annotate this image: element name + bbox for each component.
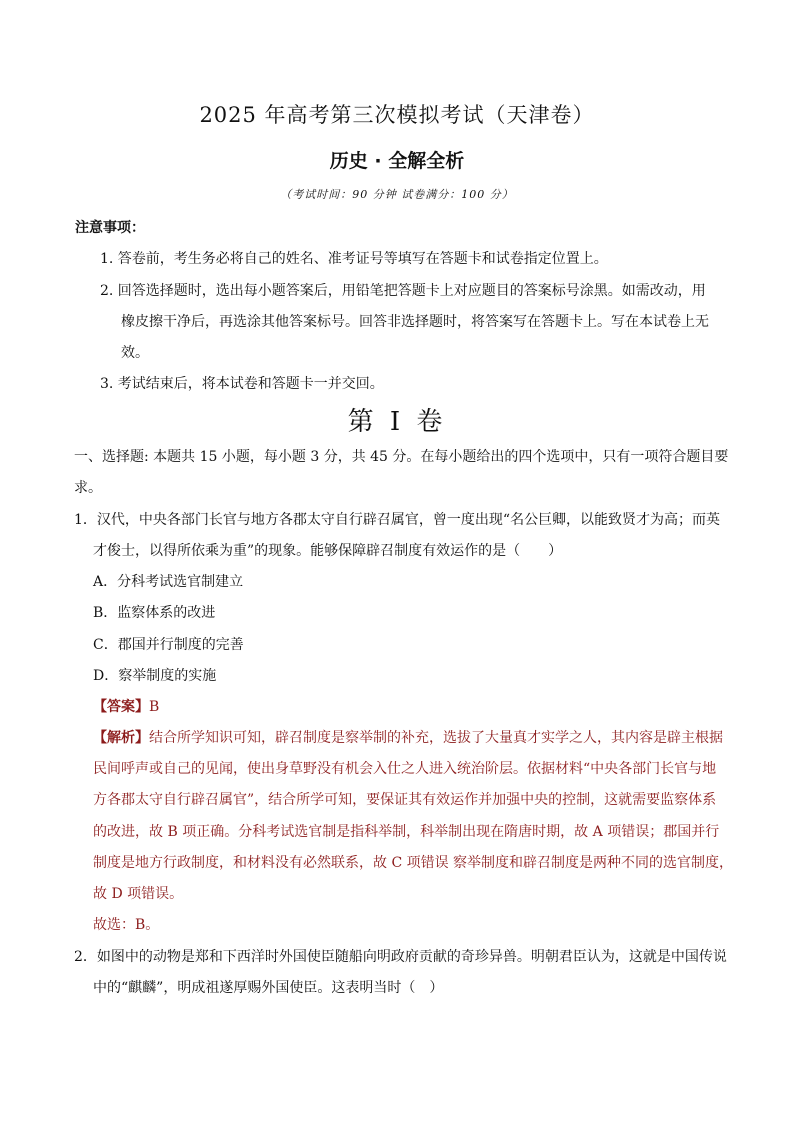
answer-label: 【答案】 <box>93 699 149 715</box>
question-1-option-b: B．监察体系的改进 <box>93 605 216 621</box>
notice-item-2-line-1: 2. 回答选择题时，选出每小题答案后，用铅笔把答题卡上对应题目的答案标号涂黑。如需改动，用 <box>100 283 706 299</box>
question-1-option-d: D．察举制度的实施 <box>93 668 217 684</box>
exam-time-score-info: （考试时间：90 分钟 试卷满分：100 分） <box>280 188 514 201</box>
question-2-stem-line-1: 2．如图中的动物是郑和下西洋时外国使臣随船向明政府贡献的奇珍异兽。明朝君臣认为，这就是中国传说 <box>74 949 727 965</box>
exam-title: 2025 年高考第三次模拟考试（天津卷） <box>199 103 595 127</box>
question-1-analysis-line-2: 民间呼声或自己的见闻，使出身草野没有机会入仕之人进入统治阶层。依据材料“中央各部门长官与地 <box>93 761 717 777</box>
answer-value: B <box>149 699 160 715</box>
question-1-stem-line-1: 1．汉代，中央各部门长官与地方各郡太守自行辟召属官，曾一度出现“名公巨卿，以能致贤才为高；而英 <box>74 512 721 528</box>
notice-title: 注意事项： <box>75 220 145 236</box>
question-1-analysis-line-4: 的改进，故 B 项正确。分科考试选官制是指科举制，科举制出现在隋唐时期，故 A 项错误；郡国并行 <box>93 824 720 840</box>
question-1-answer <box>93 696 159 716</box>
notice-item-2-line-3: 效。 <box>121 345 149 361</box>
section-intro-line-1: 一、选择题: 本题共 15 小题，每小题 3 分，共 45 分。在每小题给出的四个选项中，只有一项符合题目要 <box>74 449 729 465</box>
section-intro-line-2: 求。 <box>74 480 102 496</box>
notice-item-3: 3. 考试结束后，将本试卷和答题卡一并交回。 <box>100 376 384 392</box>
question-1-conclusion: 故选：B。 <box>93 917 160 933</box>
section-title: 第 I 卷 <box>347 407 447 437</box>
analysis-text: 结合所学知识可知，辟召制度是察举制的补充，选拔了大量真才实学之人，其内容是辟主根据 <box>149 730 723 746</box>
question-1-analysis-line-3: 方各郡太守自行辟召属官”，结合所学可知，要保证其有效运作并加强中央的控制，这就需要监察体系 <box>93 792 717 808</box>
exam-subtitle: 历史 · 全解全析 <box>329 150 465 172</box>
question-1-option-c: C．郡国并行制度的完善 <box>93 637 244 653</box>
analysis-label: 【解析】 <box>93 730 149 746</box>
question-1-analysis-line-1 <box>93 727 723 747</box>
question-1-stem-line-2: 才俊士，以得所依乘为重”的现象。能够保障辟召制度有效运作的是（ ） <box>93 543 563 559</box>
notice-item-2-line-2: 橡皮擦干净后，再选涂其他答案标号。回答非选择题时，将答案写在答题卡上。写在本试卷上无 <box>121 314 709 330</box>
question-1-analysis-line-6: 故 D 项错误。 <box>93 886 184 902</box>
question-2-stem-line-2: 中的“麒麟”，明成祖遂厚赐外国使臣。这表明当时（ ） <box>93 980 444 996</box>
question-1-analysis-line-5: 制度是地方行政制度，和材料没有必然联系，故 C 项错误 察举制度和辟召制度是两种不同的选官制度， <box>93 855 734 871</box>
notice-item-1: 1. 答卷前，考生务必将自己的姓名、准考证号等填写在答题卡和试卷指定位置上。 <box>100 251 608 267</box>
question-1-option-a: A．分科考试选官制建立 <box>93 574 244 590</box>
